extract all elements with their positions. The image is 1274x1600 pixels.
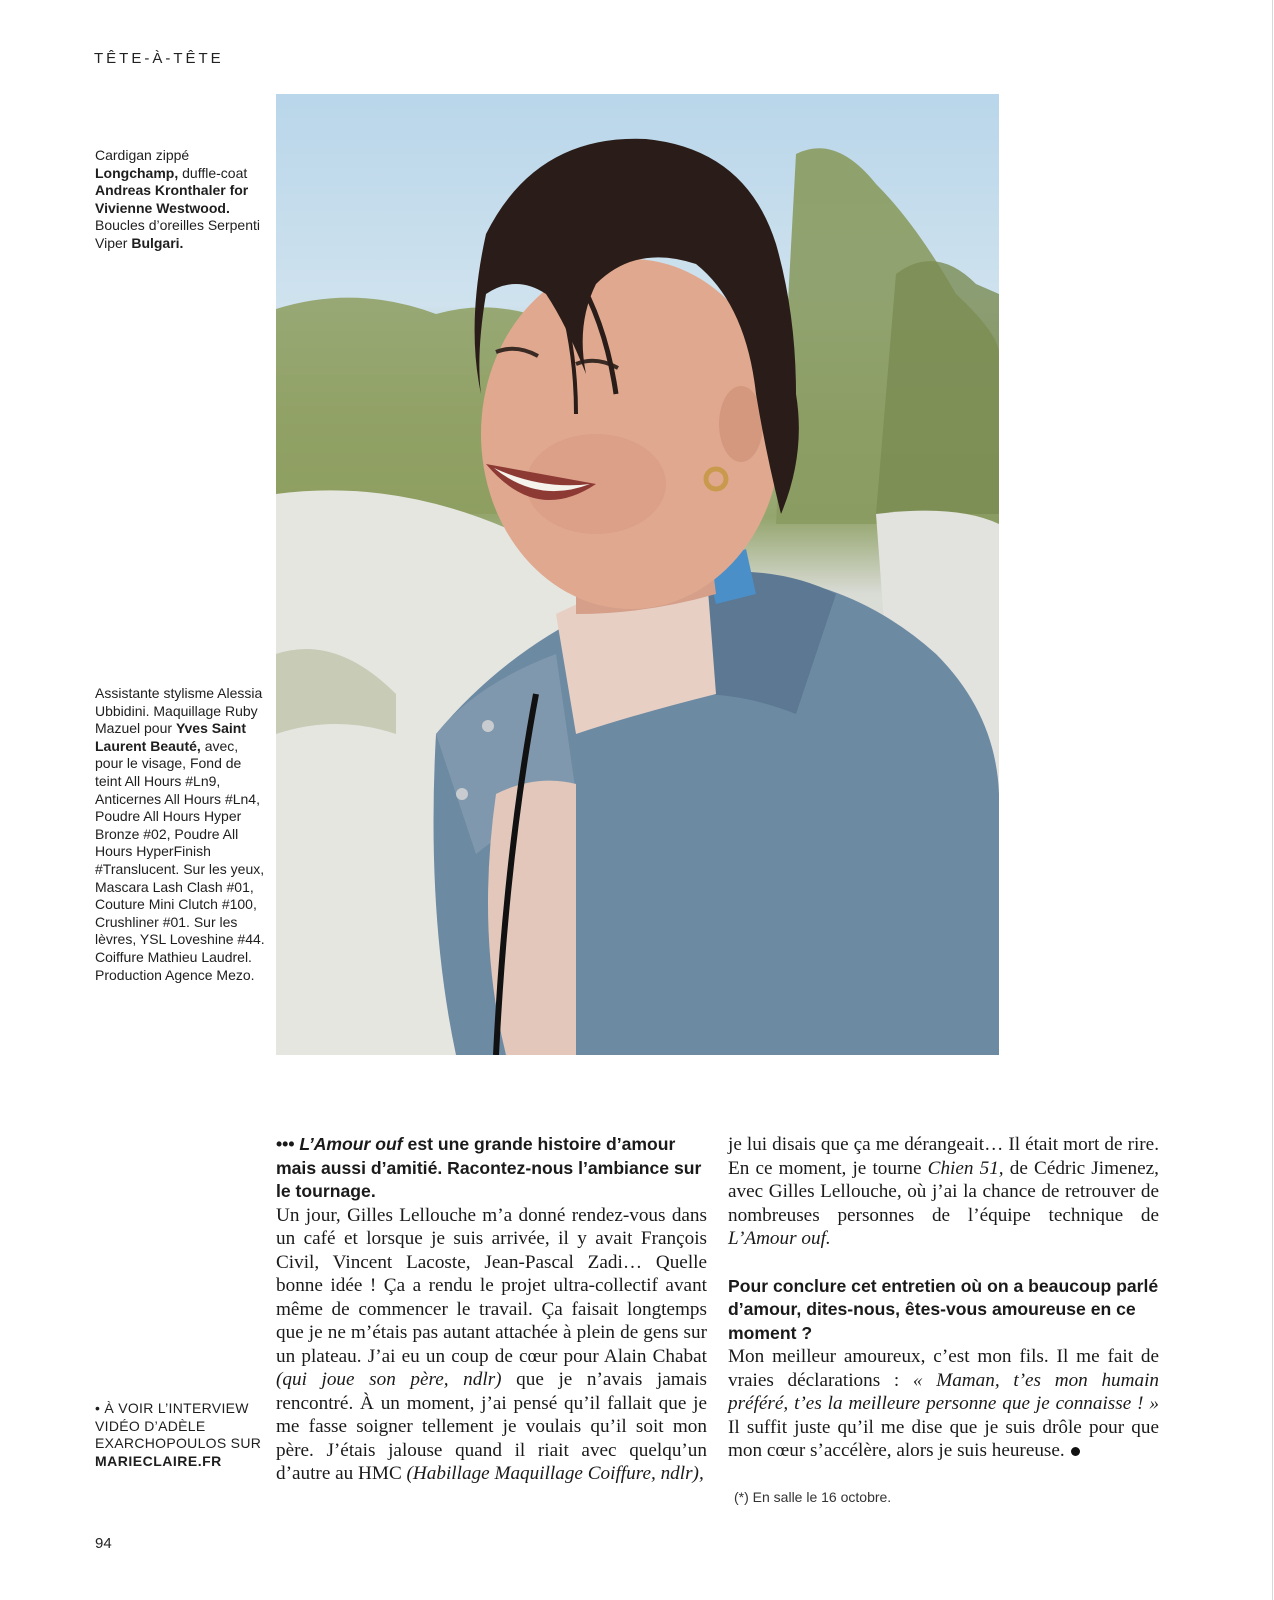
fashion-credits: Cardigan zippé Longchamp, duffle-coat Andreas Kronthaler for Vivienne Westwood. Boucles d’oreilles Serpenti Viper Bulgari.	[95, 147, 260, 251]
section-label: TÊTE-À-TÊTE	[94, 50, 224, 67]
page-edge-divider	[1272, 0, 1273, 1600]
portrait-illustration	[276, 94, 999, 1055]
answer-1-part-2: je lui disais que ça me dérangeait… Il était mort de rire. En ce moment, je tourne Chien 51, de Cédric Jimenez, avec Gilles Lellouche, où j’ai la chance de retrouver de nombreuses personnes de l’équipe technique de L’Amour ouf.	[728, 1134, 1159, 1249]
promo-site-link[interactable]: MARIECLAIRE.FR	[95, 1452, 222, 1469]
video-promo: • À VOIR L’INTERVIEW VIDÉO D’ADÈLE EXARCHOPOULOS SUR MARIECLAIRE.FR	[95, 1400, 262, 1469]
question-2: Pour conclure cet entretien où on a beaucoup parlé d’amour, dites-nous, êtes-vous amoureuse en ce moment ?	[728, 1275, 1159, 1343]
question-1: ••• L’Amour ouf est une grande histoire d’amour mais aussi d’amitié. Racontez-nous l’ambiance sur le tournage.	[276, 1134, 702, 1201]
portrait-photo	[276, 94, 999, 1055]
answer-2: Mon meilleur amoureux, c’est mon fils. Il me fait de vraies déclarations : « Maman, t’es mon humain préféré, t’es la meilleure personne que je connaisse ! » Il suffit juste qu’il me dise que je suis drôle pour que mon cœur s’accélère, alors je suis heureuse.	[728, 1346, 1160, 1461]
page-number: 94	[95, 1535, 112, 1552]
article-column-left	[276, 1133, 707, 1486]
footnote: (*) En salle le 16 octobre.	[734, 1489, 892, 1505]
article-column-right	[728, 1133, 1159, 1463]
beauty-credits: Assistante stylisme Alessia Ubbidini. Maquillage Ruby Mazuel pour Yves Saint Laurent Beauté, avec, pour le visage, Fond de teint All Hours #Ln9, Anticernes All Hours #Ln4, Poudre All Hours Hyper Bronze #02, Poudre All Hours HyperFinish #Translucent. Sur les yeux, Mascara Lash Clash #01, Couture Mini Clutch #100, Crushliner #01. Sur les lèvres, YSL Loveshine #44. Coiffure Mathieu Laudrel. Production Agence Mezo.	[95, 685, 265, 983]
end-of-article-dot	[1071, 1447, 1080, 1456]
answer-1-part-1: Un jour, Gilles Lellouche m’a donné rendez-vous dans un café et lorsque je suis arrivée, il y avait François Civil, Vincent Lacoste, Jean-Pascal Zadi… Quelle bonne idée ! Ça a rendu le projet ultra-collectif avant même de commencer le travail. Ça faisait longtemps que je ne m’étais pas autant attachée à plein de gens sur un plateau. J’ai eu un coup de cœur pour Alain Chabat (qui joue son père, ndlr) que je n’avais jamais rencontré. À un moment, j’ai pensé qu’il fallait que je me fasse soigner tellement je voulais qu’il soit mon père. J’étais jalouse quand il riait avec quelqu’un d’autre au HMC (Habillage Maquillage Coiffure, ndlr),	[276, 1204, 708, 1484]
